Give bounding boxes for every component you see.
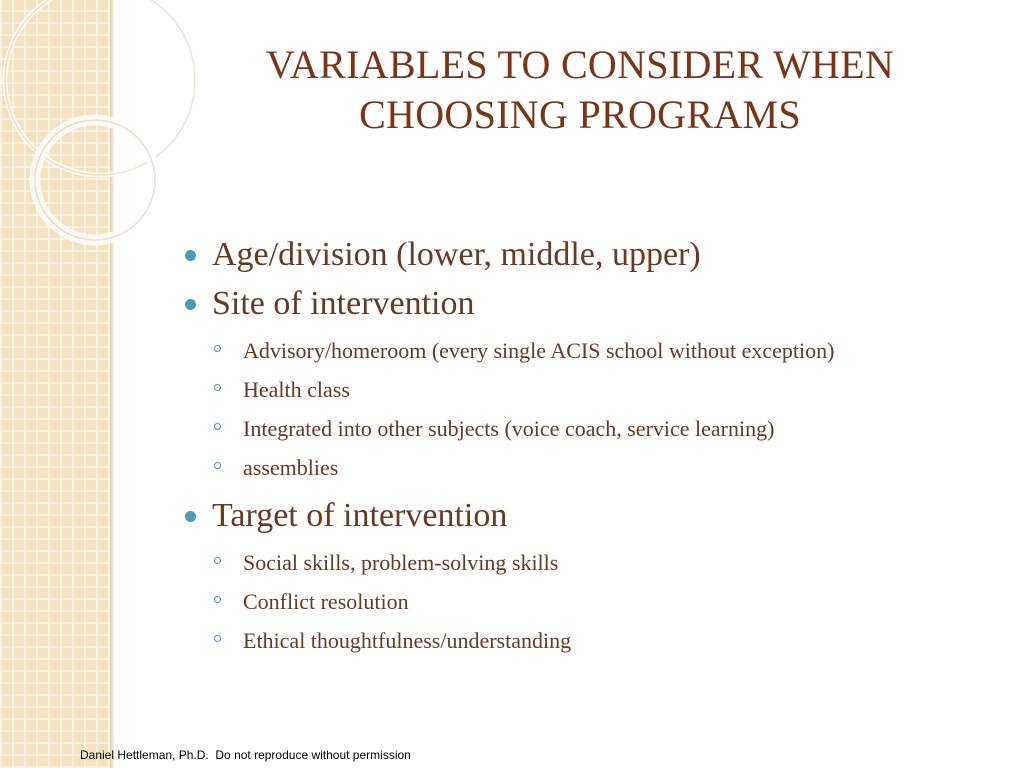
sub-bullet-item xyxy=(185,376,1005,404)
bullet-text: Age/division (lower, middle, upper) xyxy=(212,236,701,273)
sub-bullet-list xyxy=(185,549,1005,655)
sub-bullet-text: Conflict resolution xyxy=(243,589,409,614)
decorative-rings xyxy=(0,0,240,260)
sub-bullet-text: Health class xyxy=(243,377,350,402)
hollow-circle-bullet-icon xyxy=(214,345,221,352)
hollow-circle-bullet-icon xyxy=(214,596,221,603)
sub-bullet-item xyxy=(185,337,1005,365)
sub-bullet-item xyxy=(185,454,1005,482)
sub-bullet-text: Social skills, problem-solving skills xyxy=(243,550,559,575)
sub-bullet-text: Integrated into other subjects (voice coach, service learning) xyxy=(243,416,775,441)
sub-bullet-text: assemblies xyxy=(243,455,339,480)
sub-bullet-text: Ethical thoughtfulness/understanding xyxy=(243,628,572,653)
hollow-circle-bullet-icon xyxy=(214,635,221,642)
sub-bullet-text: Advisory/homeroom (every single ACIS school without exception) xyxy=(243,338,835,363)
bullet-item xyxy=(185,233,1005,277)
footer-note: Daniel Hettleman, Ph.D. Do not reproduce without permission xyxy=(80,748,411,762)
hollow-circle-bullet-icon xyxy=(214,462,221,469)
slide-title: VARIABLES TO CONSIDER WHEN CHOOSING PROGRAMS xyxy=(265,42,895,137)
bullet-dot-icon xyxy=(185,511,196,522)
hollow-circle-bullet-icon xyxy=(214,423,221,430)
bullet-text: Target of intervention xyxy=(212,497,508,534)
bullet-dot-icon xyxy=(185,250,196,261)
bullet-list xyxy=(185,228,1005,667)
hollow-circle-bullet-icon xyxy=(214,384,221,391)
sub-bullet-item xyxy=(185,588,1005,616)
bullet-text: Site of intervention xyxy=(212,285,475,322)
sub-bullet-item xyxy=(185,627,1005,655)
bullet-item xyxy=(185,282,1005,326)
sub-bullet-list xyxy=(185,337,1005,482)
hollow-circle-bullet-icon xyxy=(214,557,221,564)
sub-bullet-item xyxy=(185,415,1005,443)
bullet-dot-icon xyxy=(185,299,196,310)
sub-bullet-item xyxy=(185,549,1005,577)
bullet-item xyxy=(185,494,1005,538)
